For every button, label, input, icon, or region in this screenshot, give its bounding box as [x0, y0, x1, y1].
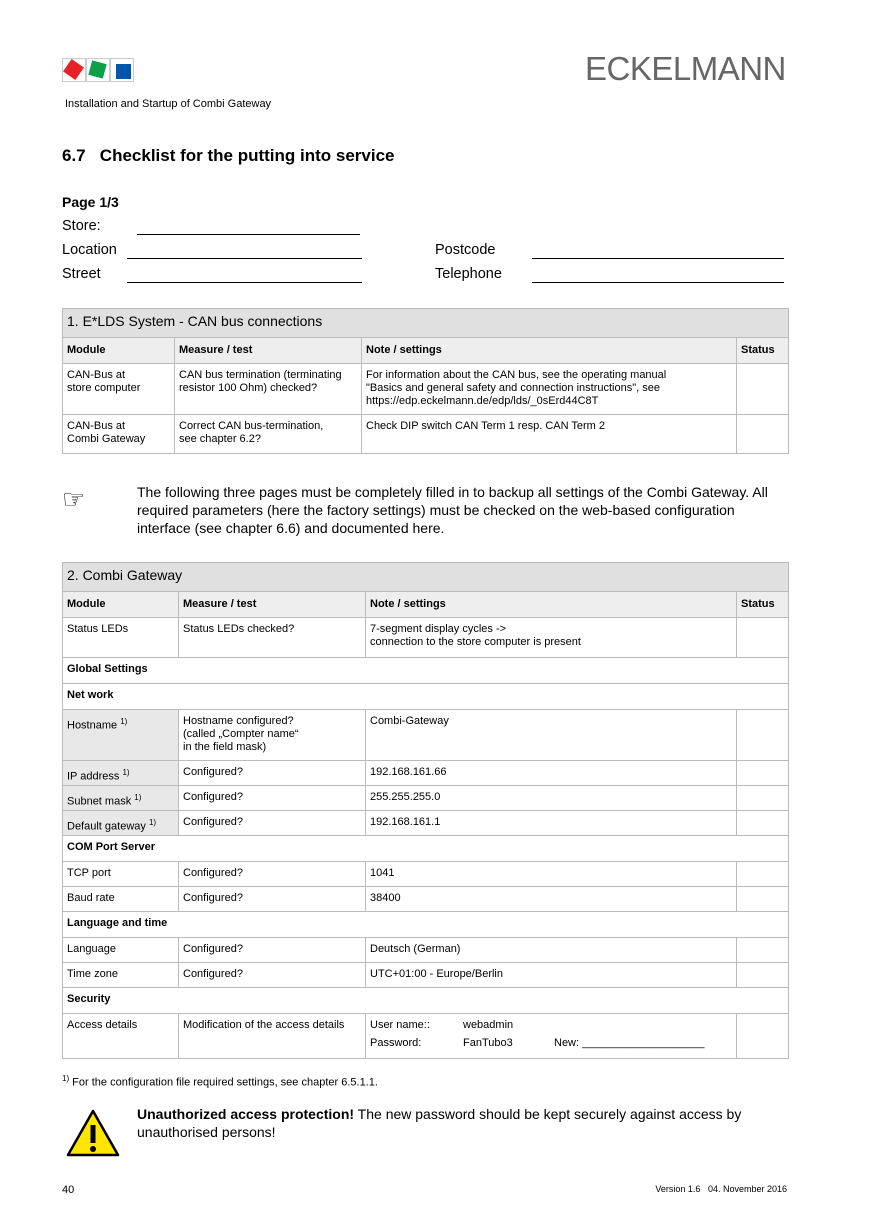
warning-body: The new password should be kept securely against access by unauthorised persons! [137, 1106, 742, 1140]
postcode-field[interactable] [532, 258, 784, 259]
cell-text: For information about the CAN bus, see the operating manual "Basics and general safety and connection instructions", see https://edp.eckelmann.de/edp/lds/_0sErd44C8T [366, 369, 667, 407]
module-cell [63, 1014, 179, 1059]
note-cell [366, 887, 737, 912]
status-cell[interactable] [737, 862, 789, 887]
cell-text: IP address [67, 770, 123, 783]
username-label: User name:: [370, 1019, 430, 1031]
cell-text: Deutsch (German) [370, 943, 461, 955]
store-field[interactable] [137, 234, 360, 235]
section-row [63, 988, 789, 1014]
column-header: Module [63, 338, 175, 364]
cell-text: Status LEDs [67, 623, 129, 635]
cell-text: Access details [67, 1019, 138, 1031]
footnote-mark: 1) [62, 1074, 70, 1083]
table-row [63, 1014, 789, 1059]
store-label: Store: [62, 218, 101, 234]
cell-text: 7-segment display cycles -> connection to the store computer is present [370, 623, 581, 648]
note-cell [366, 811, 737, 836]
status-cell[interactable] [737, 415, 789, 454]
footnote-text: For the configuration file required settings, see chapter 6.5.1.1. [69, 1076, 378, 1089]
section-label: Global Settings [63, 658, 789, 684]
table-row [63, 938, 789, 963]
location-label: Location [62, 242, 117, 258]
footnote-ref: 1) [148, 818, 157, 827]
cell-text: Configured? [183, 867, 243, 879]
measure-cell [179, 786, 366, 811]
status-cell[interactable] [737, 364, 789, 415]
cell-text: Configured? [183, 968, 243, 980]
table-row [63, 415, 789, 454]
status-cell[interactable] [737, 963, 789, 988]
module-cell [63, 364, 175, 415]
measure-cell [179, 862, 366, 887]
username-value: webadmin [463, 1019, 514, 1031]
telephone-field[interactable] [532, 282, 784, 283]
table-header-row [63, 592, 789, 618]
location-field[interactable] [127, 258, 362, 259]
section-label: Language and time [63, 912, 789, 938]
measure-cell [179, 761, 366, 786]
note-cell [366, 963, 737, 988]
column-header: Status [737, 338, 789, 364]
version-info: Version 1.6 04. November 2016 [655, 1184, 787, 1194]
column-header: Measure / test [179, 592, 366, 618]
cell-text: Time zone [67, 968, 118, 980]
table-header-row [63, 338, 789, 364]
module-cell [63, 710, 179, 761]
table-title: 1. E*LDS System - CAN bus connections [63, 309, 789, 338]
section-label: Net work [63, 684, 789, 710]
measure-cell [179, 618, 366, 658]
table-title: 2. Combi Gateway [63, 563, 789, 592]
section-row [63, 912, 789, 938]
cell-text: 192.168.161.66 [370, 766, 447, 778]
footnote-ref: 1) [134, 793, 142, 802]
pointing-hand-icon: ☞ [62, 484, 86, 514]
table-row [63, 811, 789, 836]
street-label: Street [62, 266, 101, 282]
measure-cell [179, 963, 366, 988]
section-row [63, 836, 789, 862]
cell-text: Configured? [183, 791, 243, 803]
note-cell [362, 364, 737, 415]
cell-text: UTC+01:00 - Europe/Berlin [370, 968, 503, 980]
module-cell [63, 761, 179, 786]
module-cell [63, 963, 179, 988]
status-cell[interactable] [737, 1014, 789, 1059]
status-cell[interactable] [737, 887, 789, 912]
status-cell[interactable] [737, 761, 789, 786]
section-label: COM Port Server [63, 836, 789, 862]
table-row [63, 618, 789, 658]
section-label: Security [63, 988, 789, 1014]
measure-cell [179, 887, 366, 912]
footnote-ref: 1) [120, 717, 128, 726]
cell-text: 1041 [370, 867, 395, 879]
module-cell [63, 862, 179, 887]
cell-text: Subnet mask [67, 795, 132, 808]
page-label: Page 1/3 [62, 194, 119, 210]
cell-text: Modification of the access details [183, 1019, 345, 1031]
warning-title: Unauthorized access protection! [137, 1106, 355, 1122]
cell-text: TCP port [67, 867, 111, 879]
section-row [63, 658, 789, 684]
cell-text: Configured? [183, 816, 243, 828]
cell-text: Configured? [183, 943, 243, 955]
measure-cell [179, 811, 366, 836]
measure-cell [175, 415, 362, 454]
postcode-label: Postcode [435, 242, 496, 258]
column-header: Status [737, 592, 789, 618]
table-row [63, 862, 789, 887]
measure-cell [179, 938, 366, 963]
module-cell [63, 786, 179, 811]
cell-text: Baud rate [67, 892, 115, 904]
table-row [63, 786, 789, 811]
cell-text: Configured? [183, 892, 243, 904]
note-cell [366, 618, 737, 658]
logo-tile-blue [110, 58, 134, 82]
note-cell [366, 938, 737, 963]
note-cell [362, 415, 737, 454]
cell-text: Status LEDs checked? [183, 623, 295, 635]
note-cell [366, 710, 737, 761]
module-cell [63, 415, 175, 454]
new-password-field[interactable]: New: ____________________ [554, 1037, 705, 1049]
column-header: Note / settings [362, 338, 737, 364]
cell-text: Correct CAN bus-termination, see chapter 6.2? [179, 420, 324, 445]
table-row [63, 887, 789, 912]
status-cell[interactable] [737, 938, 789, 963]
cell-text: 255.255.255.0 [370, 791, 441, 803]
section-title: 6.7 Checklist for the putting into service [62, 146, 395, 165]
table-row [63, 364, 789, 415]
column-header: Measure / test [175, 338, 362, 364]
cell-text: Hostname configured? (called „Compter name“ in the field mask) [183, 715, 299, 753]
table-title-row [63, 309, 789, 338]
running-title: Installation and Startup of Combi Gateway [65, 98, 272, 110]
password-label: Password: [370, 1037, 422, 1049]
measure-cell [175, 364, 362, 415]
measure-cell [179, 710, 366, 761]
cell-text: Check DIP switch CAN Term 1 resp. CAN Term 2 [366, 420, 606, 432]
column-header: Module [63, 592, 179, 618]
warning-icon [66, 1108, 120, 1158]
cell-text: Configured? [183, 766, 243, 778]
status-cell[interactable] [737, 811, 789, 836]
note-cell [366, 786, 737, 811]
footnote [62, 1074, 378, 1089]
cell-text: 192.168.161.1 [370, 816, 441, 828]
measure-cell [179, 1014, 366, 1059]
status-cell[interactable] [737, 618, 789, 658]
hint-text: The following three pages must be completely filled in to backup all settings of the Combi Gateway. All required parameters (here the factory settings) must be checked on the web-based configuration interface (see chapter 6.6) and documented here. [137, 484, 768, 536]
module-cell [63, 938, 179, 963]
cell-text: Language [67, 943, 116, 955]
module-cell [63, 811, 179, 836]
table-row [63, 761, 789, 786]
cell-text: Combi-Gateway [370, 715, 449, 727]
cell-text: 38400 [370, 892, 401, 904]
footnote-ref: 1) [122, 768, 130, 777]
cell-text: CAN-Bus at Combi Gateway [67, 420, 146, 445]
brand-logo: ECKELMANN [585, 50, 786, 87]
telephone-label: Telephone [435, 266, 502, 282]
column-header: Note / settings [366, 592, 737, 618]
module-cell [63, 887, 179, 912]
table-row [63, 710, 789, 761]
module-cell [63, 618, 179, 658]
combi-gateway-table [62, 562, 789, 1059]
cell-text: Hostname [67, 719, 118, 732]
cell-text: CAN-Bus at store computer [67, 369, 141, 394]
section-row [63, 684, 789, 710]
cell-text: Default gateway [67, 820, 146, 833]
cell-text: CAN bus termination (terminating resistor 100 Ohm) checked? [179, 369, 342, 394]
note-cell [366, 862, 737, 887]
logo-tile-red [62, 58, 86, 82]
can-bus-table [62, 308, 789, 454]
status-cell[interactable] [737, 786, 789, 811]
page-number: 40 [62, 1184, 75, 1196]
warning-text [137, 1105, 787, 1141]
table-title-row [63, 563, 789, 592]
note-cell [366, 1014, 737, 1059]
street-field[interactable] [127, 282, 362, 283]
status-cell[interactable] [737, 710, 789, 761]
table-row [63, 963, 789, 988]
password-value: FanTubo3 [463, 1037, 513, 1049]
logo-tile-green [86, 58, 110, 82]
note-cell [366, 761, 737, 786]
